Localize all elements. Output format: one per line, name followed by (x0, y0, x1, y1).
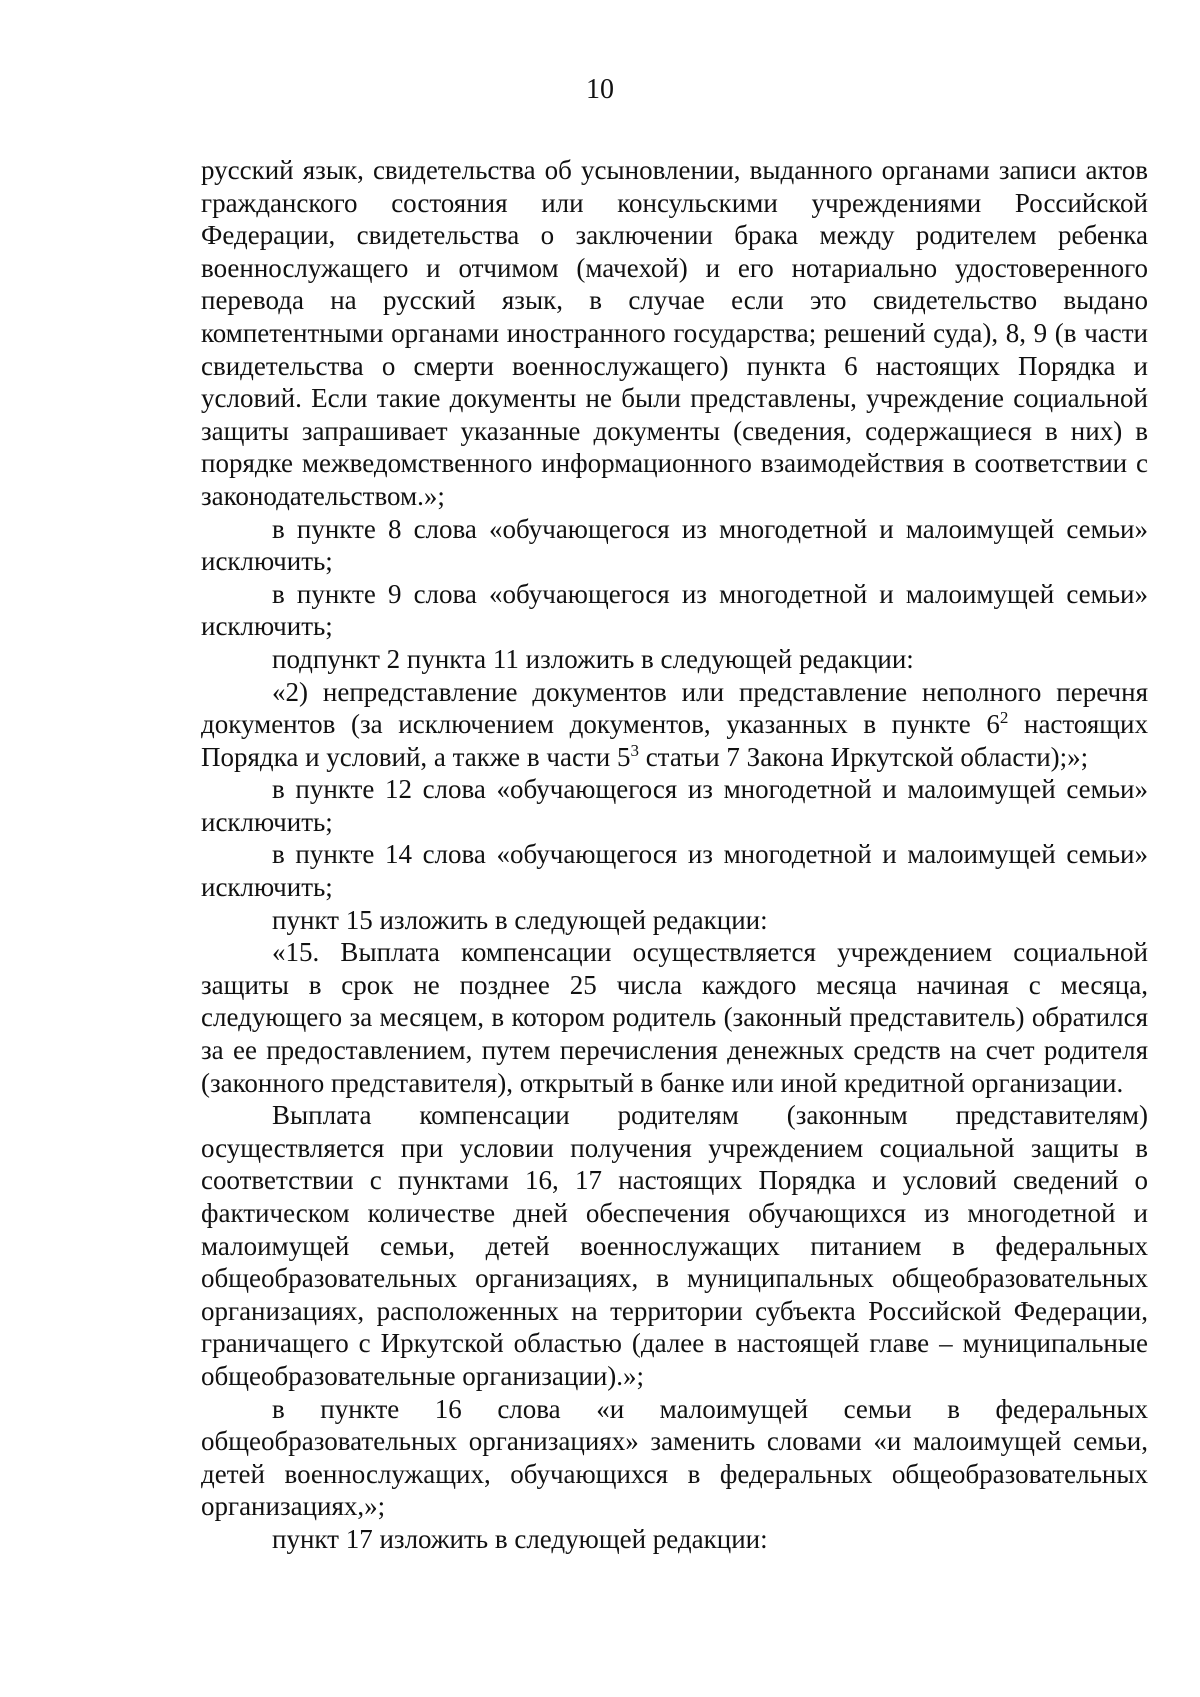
paragraph-item-15-intro: пункт 15 изложить в следующей редакции: (272, 904, 768, 935)
paragraph-item-15-text: «15. Выплата компенсации осуществляется учреждением социальной защиты в срок не позднее 25 числа каждого месяца начиная с месяца, следующего за месяцем, в котором родитель (законный представитель) обратился за ее предоставлением, путем перечисления денежных средств на счет родителя (законного представителя), открытый в банке или иной кредитной организации. (201, 937, 1148, 1098)
subitem-2-text-c: статьи 7 Закона Иркутской области);»; (638, 741, 1089, 772)
paragraph-item-14: в пункте 14 слова «обучающегося из многодетной и малоимущей семьи» исключить; (201, 839, 1148, 903)
paragraph-subitem-2 (201, 676, 1148, 774)
paragraph-continuation: русский язык, свидетельства об усыновлении, выданного органами записи актов гражданского состояния или консульскими учреждениями Российской Федерации, свидетельства о заключении брака между родителем ребенка военнослужащего и отчимом (мачехой) и его нотариально удостоверенного перевода на русский язык, в случае если это свидетельство выдано компетентными органами иностранного государства; решений суда), 8, 9 (в части свидетельства о смерти военнослужащего) пункта 6 настоящих Порядка и условий. Если такие документы не были представлены, учреждение социальной защиты запрашивает указанные документы (сведения, содержащиеся в них) в порядке межведомственного информационного взаимодействия в соответствии с законодательством.»; (201, 155, 1148, 511)
superscript-3: 3 (630, 740, 639, 760)
paragraph-item-16: в пункте 16 слова «и малоимущей семьи в федеральных общеобразовательных организациях» заменить словами «и малоимущей семьи, детей военнослужащих, обучающихся в федеральных общеобразовательных организациях,»; (201, 1393, 1148, 1522)
paragraph-item-9: в пункте 9 слова «обучающегося из многодетной и малоимущей семьи» исключить; (201, 578, 1148, 642)
paragraph-item-12: в пункте 12 слова «обучающегося из многодетной и малоимущей семьи» исключить; (201, 774, 1148, 837)
paragraph-item-17-intro: пункт 17 изложить в следующей редакции: (272, 1523, 768, 1554)
subitem-2-text-a: «2) непредставление документов или представление неполного перечня документов (за исключением документов, указанных в пункте 6 (201, 676, 1148, 740)
document-body (201, 154, 1148, 1556)
paragraph-payment-conditions: Выплата компенсации родителям (законным представителям) осуществляется при условии получения учреждением социальной защиты в соответствии с пунктами 16, 17 настоящих Порядка и условий сведений о фактическом количестве дней обеспечения обучающихся из многодетной и малоимущей семьи, детей военнослужащих питанием в федеральных общеобразовательных организациях, в муниципальных общеобразовательных организациях, расположенных на территории субъекта Российской Федерации, граничащего с Иркутской областью (далее в настоящей главе – муниципальные общеобразовательные организации).»; (201, 1100, 1148, 1391)
paragraph-item-11: подпункт 2 пункта 11 изложить в следующей редакции: (272, 643, 914, 674)
paragraph-item-8: в пункте 8 слова «обучающегося из многодетной и малоимущей семьи» исключить; (201, 513, 1148, 577)
superscript-2: 2 (999, 708, 1009, 728)
subitem-2-text-b: настоящих Порядка и условий, а также в части 5 (201, 709, 1148, 772)
page-number: 10 (586, 74, 614, 105)
